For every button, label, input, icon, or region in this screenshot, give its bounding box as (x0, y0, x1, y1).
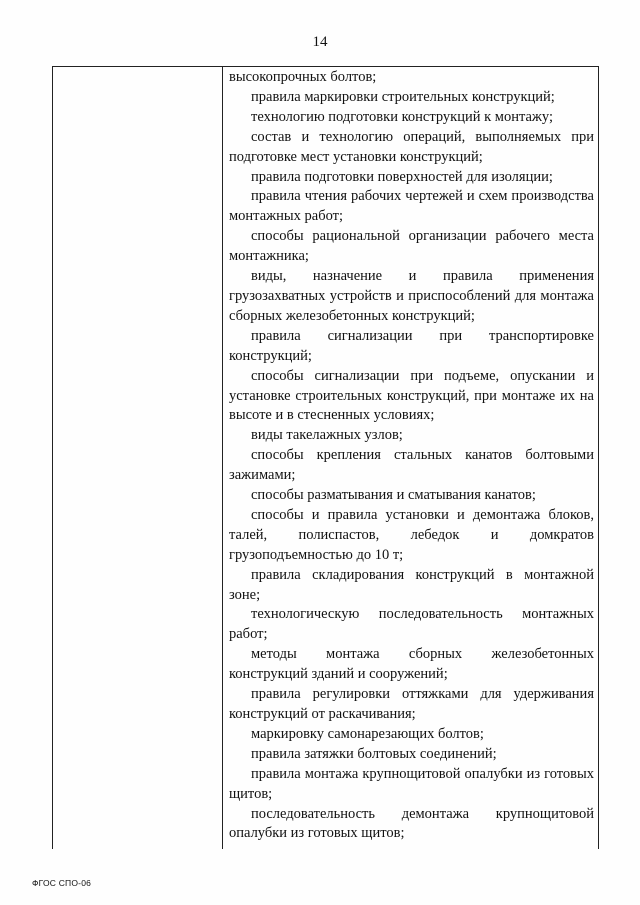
page-number: 14 (312, 34, 328, 50)
list-item: технологию подготовки конструкций к монтажу; (251, 108, 554, 125)
list-item: правила складирования конструкций в монтажной зоне; (229, 566, 594, 603)
list-item: правила монтажа крупнощитовой опалубки из готовых щитов; (229, 765, 594, 802)
list-item: правила чтения рабочих чертежей и схем производства монтажных работ; (229, 188, 594, 225)
list-item: правила затяжки болтовых соединений; (251, 745, 497, 762)
list-item: способы разматывания и сматывания канатов; (251, 487, 536, 504)
list-item: маркировку самонарезающих болтов; (251, 725, 484, 742)
list-item: состав и технологию операций, выполняемых при подготовке мест установки конструкций; (229, 128, 594, 165)
footer-code: ФГОС СПО-06 (32, 878, 92, 888)
list-item: способы сигнализации при подъеме, опускании и установке строительных конструкций, при монтаже их на высоте и в стесненных условиях; (229, 367, 594, 424)
list-item: правила маркировки строительных конструкций; (251, 88, 555, 105)
list-item: правила подготовки поверхностей для изоляции; (251, 168, 553, 185)
list-item: методы монтажа сборных железобетонных конструкций зданий и сооружений; (229, 646, 594, 683)
list-item: способы крепления стальных канатов болтовыми зажимами; (229, 447, 594, 484)
list-item: последовательность демонтажа крупнощитовой опалубки из готовых щитов; (229, 805, 594, 842)
list-item: виды, назначение и правила применения грузозахватных устройств и приспособлений для монтажа сборных железобетонных конструкций; (229, 268, 594, 324)
list-item: способы рациональной организации рабочего места монтажника; (229, 228, 594, 265)
table-left-cell (53, 67, 223, 849)
list-item: высокопрочных болтов; (229, 69, 377, 85)
list-item: правила регулировки оттяжками для удерживания конструкций от раскачивания; (229, 686, 594, 722)
list-item: технологическую последовательность монтажных работ; (229, 606, 594, 643)
list-item: правила сигнализации при транспортировке конструкций; (229, 327, 594, 364)
list-item: способы и правила установки и демонтажа блоков, талей, полиспастов, лебедок и домкратов грузоподъемностью до 10 т; (229, 506, 594, 563)
table-right-cell (223, 67, 600, 849)
list-item: виды такелажных узлов; (251, 427, 403, 444)
requirements-table (52, 66, 599, 849)
